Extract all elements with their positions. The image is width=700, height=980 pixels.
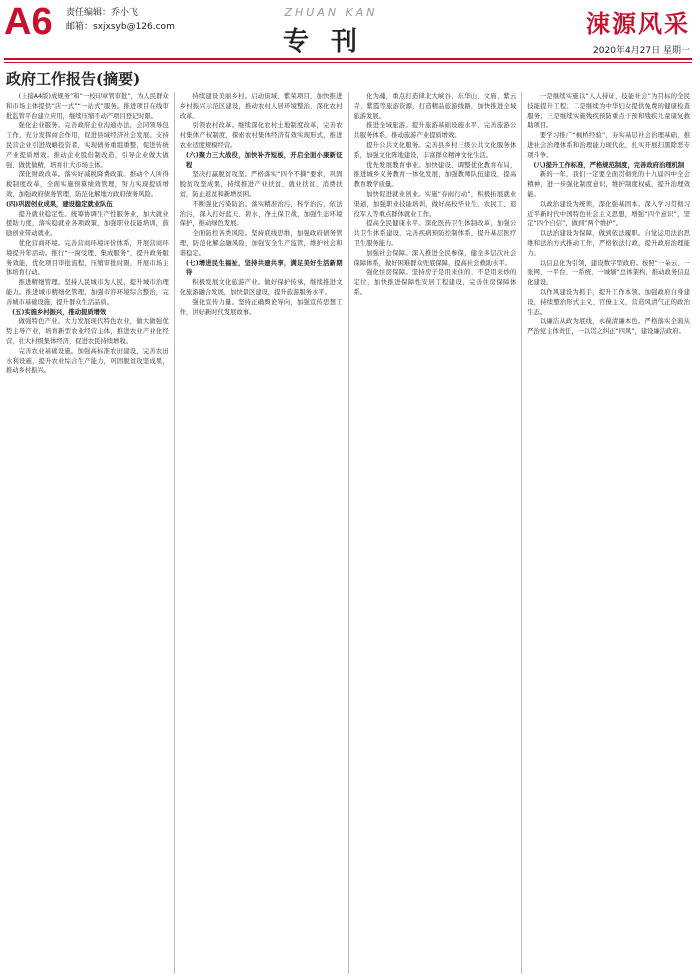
- banner-english: ZHUAN KAN: [284, 6, 378, 19]
- paragraph: 以作风建设为抓手，提升工作本领。加强政府自身建设，持续整治形式主义、官僚主义，营造风清气正的政治生态。: [527, 288, 690, 316]
- header-rule-thin: [4, 62, 692, 63]
- section-heading: (八)提升工作标准，严格规范制度，完善政府治理机制: [533, 161, 685, 169]
- paragraph: 深化财政改革。落实好减税降费政策。推动个人所得税制度改革，全面实施预算绩效管理，努力实现提质增效，加强政府债务管理，防范化解地方政府债务风险。: [6, 171, 169, 198]
- paragraph: 坚决打赢脱贫攻坚。严格落实“四个不摘”要求，巩固脱贫攻坚成果，持续推进产业扶贫、就业扶贫、消费扶贫，防止返贫和新增贫困。: [179, 171, 343, 198]
- article-title: 政府工作报告(摘要): [6, 70, 141, 88]
- paragraph: 优先发展教育事业。加快建设、调整优化教育布局，推进城乡义务教育一体化发展，加强教师队伍建设，提高教育教学质量。: [353, 161, 517, 189]
- column-logo: 涑源风采: [586, 9, 690, 38]
- paragraph: 化为魂，重点打造律北大峡谷、东华山、文庙、紫云寺、紫霞等旅游资源，打造精品旅游线路，加快推进全域旅游发展。: [353, 93, 517, 120]
- paragraph: 引领农村改革。继续深化农村土地制度改革，完善农村集体产权制度，探索农村集体经济有效实现形式，推进农业适度规模经营。: [179, 122, 343, 149]
- masthead: [586, 4, 690, 56]
- paragraph: 要学习推广“枫桥经验”，夯实基层社会治理基础，推进社会治理体系和治理能力现代化，扎实开展扫黑除恶专项斗争。: [527, 132, 690, 159]
- paragraph: 提高全民健康水平。深化医药卫生体制改革，加强公共卫生体系建设，完善疾病预防控制体系，提升基层医疗卫生服务能力。: [353, 220, 517, 247]
- paragraph: 完善农业基础设施。加强高标准农田建设，完善农田水利设施，提升农业综合生产能力，巩固脱贫攻坚成果，推动乡村振兴。: [6, 347, 169, 375]
- paragraph: 持续建设美丽乡村。启动街域、紫荣项目，加快推进乡村振兴示范区建设，推动农村人居环境整治，深化农村改革。: [179, 93, 343, 120]
- issue-date: 2020年4月27日 星期一: [593, 46, 690, 56]
- page-number: A6: [4, 1, 53, 43]
- section-heading: (六)聚力三大战役，加快补齐短板，开启全面小康新征程: [186, 151, 343, 169]
- text-column-4: [527, 92, 690, 974]
- editor-info: [66, 6, 175, 34]
- article-body: [6, 92, 690, 974]
- paragraph: 加强社会保障。深入推进全民参保，健全多层次社会保障体系，做好困难群众兜底保障，提高社会救助水平。: [353, 249, 517, 267]
- paragraph: 优化营商环境。完善营商环境评价体系，开展营商环境提升年活动。推行“一窗受理、集成服务”，提升政务服务效能，优化项目审批流程，压缩审批时限，开展市场主体培育行动。: [6, 239, 169, 277]
- text-column-2: [180, 92, 349, 974]
- section-heading: (七)增进民生福祉，坚持共建共享，满足美好生活新期待: [186, 259, 343, 277]
- paragraph: 推进全域旅游。提升旅游基础设施水平，完善旅游公共服务体系，推动旅游产业提质增效。: [353, 122, 517, 140]
- text-column-1: [6, 92, 175, 974]
- text-column-3: [354, 92, 523, 974]
- paragraph: 新的一年，我们一定要全面贯彻党的十九届四中全会精神，进一步强化制度意识，维护制度权威，提升治理效能。: [527, 171, 690, 198]
- paragraph: 积极发展文化旅游产业。做好保护传承，继续推进文化旅游融合发展，加快景区建设，提升旅游服务水平。: [179, 279, 343, 296]
- editor-name: 责任编辑：乔小飞: [66, 8, 139, 18]
- section-heading: (四)巩固创业成果，建设稳定就业队伍: [6, 200, 113, 208]
- editor-email[interactable]: 邮箱：sxjxsyb@126.com: [66, 22, 175, 32]
- paragraph: 以廉洁从政为底线，永葆清廉本色。严格落实全面从严治党主体责任，一以贯之纠正“四风”，建设廉洁政府。: [527, 318, 690, 336]
- paragraph: 以政治建设为统领，深化强基固本。深入学习贯彻习近平新时代中国特色社会主义思想，增强“四个意识”，坚定“四个自信”，做到“两个维护”。: [527, 200, 690, 228]
- paragraph: 以法治建设为保障，做到依法履职。自觉运用法治思维和法治方式推动工作，严格依法行政，提升政府治理能力。: [527, 230, 690, 257]
- section-heading: (五)实施乡村振兴，推动提质增效: [12, 308, 107, 316]
- paragraph: 以信息化为引领，建设数字型政府。按照“一朵云、一张网、一平台、一系统、一城墙”总体架构，推动政务信息化建设。: [527, 259, 690, 287]
- paragraph: 推进精细管理。坚持人民城市为人民，提升城市治理能力。推进城市精细化管理，加强市容环境综合整治，完善城市基础设施，提升群众生活品质。: [6, 279, 169, 306]
- paragraph: 强化企业服务。完善政府企业沟通办法，会同领导包工作，充分发挥商会作用，促进县域经济社会发展。支持民营企业引进战略投资者，实现债务重组重整，促进传统产业提质增效。推动企业股份制改造，引导企业做大做强、做优做精，培育壮大市场主体。: [6, 122, 169, 169]
- paragraph: (上接A4版)成规务”和“一校印章管审批”，为人民群众和市场主体提供“店一式”“一站式”服务。推进项目在线审批监管平台建立应用，继续压缩不动产项目登记时限。: [6, 93, 169, 120]
- paragraph: 不断强化污染防治。落实精准治污，科学治污，依法治污，深入打好蓝天、碧水、净土保卫战，加强生态环境保护，推动绿色发展。: [179, 200, 343, 228]
- paragraph: 强化宣传力量。坚持正确舆论导向，加强宣传思想工作，讲好新时代发展故事。: [179, 298, 343, 316]
- paragraph: 做强特色产业。大力发展现代特色农业，做大做强优势主导产业，培育新型农业经营主体，推进农业产业化经营，壮大村级集体经济，促进农民持续增收。: [6, 318, 169, 345]
- paragraph: 加快促进就业创业。实施“春雨行动”，积极拓展就业渠道，加强职业技能培训，做好高校毕业生、农民工、退役军人等重点群体就业工作。: [353, 190, 517, 218]
- paragraph: 提升就业稳定性。统筹协调生产性服务业，加大就业援助力度，落实稳就业各项政策，加强职业技能培训，鼓励创业带动就业。: [6, 210, 169, 238]
- paragraph: 提升公共文化服务。完善县乡村三级公共文化服务体系，加强文化阵地建设，丰富群众精神文化生活。: [353, 141, 517, 159]
- paragraph: 强化住房保障。坚持房子是用来住的、不是用来炒的定位，加快推进保障性安居工程建设，完善住房保障体系。: [353, 269, 517, 296]
- paragraph: 一是继续实施以“人人持证、技能社会”为目标的全民技能提升工程；二是继续为中华妇女提供免费的健康检查服务；三是继续实施残疾预防重点干预和残疾儿童康复救助项目。: [527, 93, 690, 130]
- paragraph: 全面防控各类风险。坚持底线思维，加强政府债务管理，防范化解金融风险，加强安全生产监管，维护社会和谐稳定。: [179, 230, 343, 257]
- banner-title: 专刊: [282, 27, 379, 57]
- header-rule: [4, 58, 692, 60]
- section-banner: [226, 0, 436, 58]
